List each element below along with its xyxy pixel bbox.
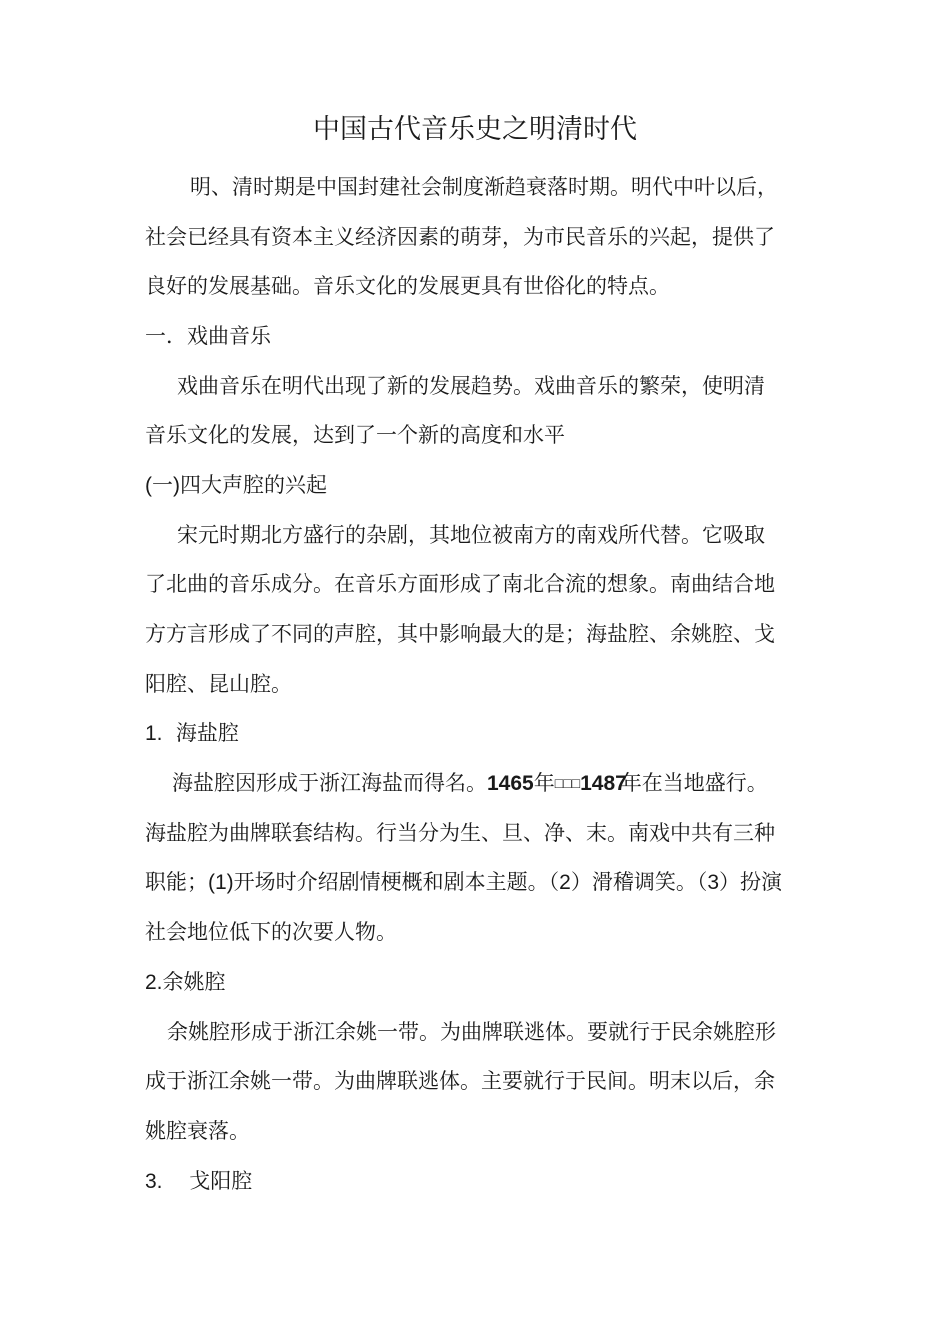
haiyan-line-3-e: ）滑稽调笑。（ <box>570 870 708 894</box>
four-tunes-line-3: 方方言形成了不同的声腔，其中影响最大的是；海盐腔、余姚腔、戈 <box>145 622 775 646</box>
haiyan-heading-title: 海盐腔 <box>175 721 239 745</box>
document-title: 中国古代音乐史之明清时代 <box>313 114 637 145</box>
haiyan-line-3 <box>145 867 815 898</box>
yuyao-heading-title: 余姚腔 <box>162 970 226 994</box>
subsection-heading-four-tunes <box>145 470 815 501</box>
haiyan-line-1 <box>172 768 842 799</box>
item-2-marker: 2 <box>559 871 571 894</box>
intro-line-3: 良好的发展基础。音乐文化的发展更具有世俗化的特点。 <box>145 274 670 298</box>
yiyang-heading-num: 3. <box>145 1170 163 1193</box>
opera-line-1: 戏曲音乐在明代出现了新的发展趋势。戏曲音乐的繁荣，使明清 <box>177 374 765 398</box>
yuyao-heading <box>145 967 815 998</box>
four-tunes-line-1: 宋元时期北方盛行的杂剧，其地位被南方的南戏所代替。它吸取 <box>177 523 765 547</box>
haiyan-line-4: 社会地位低下的次要人物。 <box>145 920 397 944</box>
item-3-marker: 3 <box>707 871 720 894</box>
haiyan-line-2: 海盐腔为曲牌联套结构。行当分为生、旦、净、末。南戏中共有三种 <box>145 821 775 845</box>
yiyang-heading <box>145 1166 815 1197</box>
four-tunes-line-2: 了北曲的音乐成分。在音乐方面形成了南北合流的想象。南曲结合地 <box>145 572 775 596</box>
haiyan-line-1-text: 海盐腔因形成于浙江海盐而得名。 <box>172 771 487 795</box>
item-1-marker: (1) <box>208 871 234 894</box>
yuyao-line-2: 成于浙江余姚一带。为曲牌联逃体。主要就行于民间。明末以后，余 <box>145 1069 775 1093</box>
year-1465: 1465 <box>487 772 534 795</box>
year-1487: 1487 <box>580 772 627 795</box>
year-suffix: 年 <box>533 771 555 795</box>
haiyan-heading-num: 1. <box>145 722 163 745</box>
haiyan-line-3-a: 职能； <box>145 870 208 894</box>
garbled-glyphs: □□□ <box>554 775 581 791</box>
intro-line-2: 社会已经具有资本主义经济因素的萌芽，为市民音乐的兴起，提供了 <box>145 225 775 249</box>
subsection-title: 四大声腔的兴起 <box>180 473 327 497</box>
haiyan-heading <box>145 718 815 749</box>
opera-line-2: 音乐文化的发展，达到了一个新的高度和水平 <box>145 423 565 447</box>
subsection-prefix: (一) <box>145 474 180 497</box>
yuyao-line-3: 姚腔衰落。 <box>145 1119 250 1143</box>
yuyao-heading-num: 2. <box>145 971 163 994</box>
intro-line-1: 明、清时期是中国封建社会制度渐趋衰落时期。明代中叶以后， <box>190 175 778 199</box>
haiyan-line-3-c: 开场时介绍剧情梗概和剧本主题。（ <box>233 870 560 894</box>
yiyang-heading-title: 戈阳腔 <box>189 1169 253 1193</box>
haiyan-line-3-g: ）扮演 <box>719 870 783 894</box>
yuyao-line-1: 余姚腔形成于浙江余姚一带。为曲牌联逃体。要就行于民余姚腔形 <box>167 1020 776 1044</box>
section-heading-opera: 一．戏曲音乐 <box>145 324 271 348</box>
four-tunes-line-4: 阳腔、昆山腔。 <box>145 672 292 696</box>
haiyan-line-1-tail: 年在当地盛行。 <box>620 771 768 795</box>
